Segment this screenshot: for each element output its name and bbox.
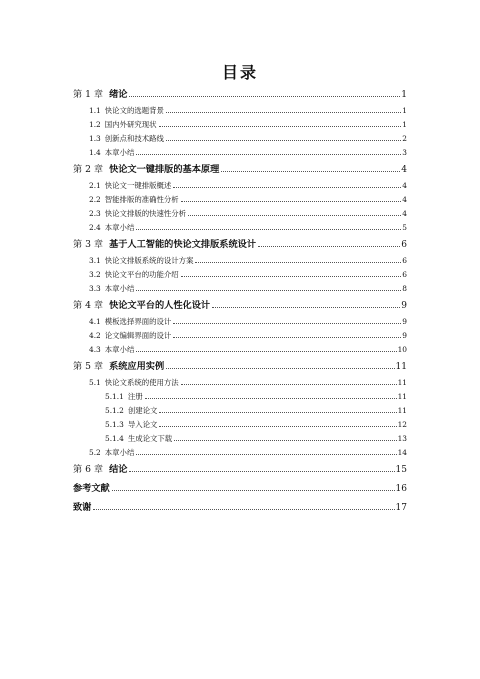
toc-entry-number: 第 5 章 [73, 361, 104, 372]
toc-entry[interactable] [73, 315, 407, 329]
toc-leader-dots [188, 215, 401, 216]
toc-entry-number: 第 6 章 [73, 464, 104, 475]
toc-entry-number: 第 4 章 [73, 300, 104, 311]
toc-leader-dots [129, 471, 394, 472]
toc-entry-label [89, 315, 171, 329]
toc-entry[interactable] [73, 179, 407, 193]
toc-entry-text: 致谢 [73, 502, 92, 513]
toc-entry[interactable] [73, 268, 407, 282]
toc-entry[interactable] [73, 498, 407, 517]
toc-leader-dots [166, 112, 401, 113]
toc-entry-text: 本章小结 [104, 148, 135, 157]
toc-leader-dots [166, 140, 401, 141]
toc-leader-dots [136, 154, 401, 155]
toc-entry-label [89, 329, 171, 343]
toc-page-number: 10 [397, 345, 407, 354]
toc-entry[interactable] [73, 160, 407, 179]
toc-entry-number: 2.2 [89, 195, 101, 204]
toc-leader-dots [173, 337, 401, 338]
toc-entry-number: 3.1 [89, 256, 101, 265]
toc-entry-label [73, 160, 219, 179]
toc-entry-label [89, 221, 134, 235]
toc-entry-text: 快论文一键排版概述 [104, 181, 172, 190]
toc-entry-number: 4.3 [89, 345, 101, 354]
toc-entry-text: 创新点和技术路线 [104, 134, 164, 143]
toc-entry-label [73, 460, 127, 479]
toc-page-number: 15 [395, 465, 407, 475]
toc-entry[interactable] [73, 446, 407, 460]
toc-page-number: 4 [402, 195, 407, 204]
toc-entry-number: 第 3 章 [73, 239, 104, 250]
toc-entry[interactable] [73, 329, 407, 343]
toc-page-number: 14 [397, 448, 407, 457]
toc-leader-dots [181, 276, 402, 277]
toc-page-number: 9 [402, 317, 407, 326]
toc-entry-text: 绪论 [109, 89, 128, 100]
toc-entry-number: 1.4 [89, 148, 101, 157]
toc-entry-number: 3.3 [89, 284, 101, 293]
toc-entry-number: 2.3 [89, 209, 101, 218]
toc-leader-dots [159, 426, 396, 427]
toc-entry[interactable] [73, 460, 407, 479]
toc-entry[interactable] [73, 296, 407, 315]
toc-entry-label [89, 446, 134, 460]
toc-page-number: 16 [395, 484, 407, 494]
toc-leader-dots [166, 368, 394, 369]
toc-page-number: 1 [402, 106, 407, 115]
toc-page-number: 17 [395, 503, 407, 513]
toc-entry-label [89, 132, 164, 146]
toc-entry-number: 4.1 [89, 317, 101, 326]
toc-page-number: 13 [397, 434, 407, 443]
toc-title: 目录 [221, 63, 258, 82]
toc-entry-number: 1.2 [89, 120, 101, 129]
toc-page-number: 8 [402, 284, 407, 293]
toc-entry-label [105, 390, 143, 404]
toc-page-number: 11 [397, 378, 407, 387]
toc-entry-number: 2.1 [89, 181, 101, 190]
toc-entry[interactable] [73, 254, 407, 268]
toc-leader-dots [112, 490, 395, 491]
toc-entry-number: 1.3 [89, 134, 101, 143]
toc-entry[interactable] [73, 85, 407, 104]
toc-page-number: 4 [402, 181, 407, 190]
toc-entry-label [89, 254, 193, 268]
toc-leader-dots [258, 246, 400, 247]
toc-page-number: 1 [401, 90, 407, 100]
toc-entry-text: 结论 [109, 464, 128, 475]
toc-page-number: 11 [397, 406, 407, 415]
toc-page-number: 6 [401, 240, 407, 250]
toc-entry-number: 第 1 章 [73, 89, 104, 100]
toc-leader-dots [173, 187, 401, 188]
toc-entry-label [73, 498, 91, 517]
toc-entry[interactable] [73, 418, 407, 432]
toc-entry[interactable] [73, 343, 407, 357]
toc-entry-number: 1.1 [89, 106, 101, 115]
toc-leader-dots [159, 126, 402, 127]
toc-entry-number: 5.1.3 [105, 420, 124, 429]
toc-page-number: 11 [397, 392, 407, 401]
toc-leader-dots [136, 229, 401, 230]
toc-entry[interactable] [73, 104, 407, 118]
toc-entry-number: 5.1.4 [105, 434, 124, 443]
toc-entry-label [105, 432, 172, 446]
toc-entry-label [89, 207, 186, 221]
toc-page-number: 12 [397, 420, 407, 429]
toc-leader-dots [221, 171, 400, 172]
toc-entry-text: 本章小结 [104, 223, 135, 232]
toc-page-number: 11 [395, 362, 407, 372]
toc-leader-dots [145, 398, 397, 399]
toc-leader-dots [136, 351, 396, 352]
toc-entry-label [89, 179, 171, 193]
toc-entry-label [89, 118, 157, 132]
toc-entry-label [89, 268, 179, 282]
toc-entry-text: 快论文的选题背景 [104, 106, 164, 115]
toc-entry-text: 快论文一键排版的基本原理 [109, 164, 220, 175]
toc-entry-label [73, 85, 127, 104]
toc-entry-number: 4.2 [89, 331, 101, 340]
toc-entry-text: 快论文系统的使用方法 [104, 378, 179, 387]
toc-entry-text: 系统应用实例 [109, 361, 165, 372]
toc-entry-label [105, 404, 157, 418]
toc-entry[interactable] [73, 207, 407, 221]
toc-entry-text: 快论文排版系统的设计方案 [104, 256, 194, 265]
toc-entry-text: 快论文排版的快速性分析 [104, 209, 187, 218]
toc-entry-label [89, 104, 164, 118]
toc-entry-number: 2.4 [89, 223, 101, 232]
toc-entry-number: 3.2 [89, 270, 101, 279]
toc-entry[interactable] [73, 479, 407, 498]
toc-entry-text: 智能排版的准确性分析 [104, 195, 179, 204]
toc-leader-dots [174, 440, 396, 441]
toc-entry-label [89, 376, 179, 390]
toc-entry-label [89, 146, 134, 160]
toc-page-number: 9 [401, 301, 407, 311]
toc-leader-dots [181, 201, 402, 202]
toc-page-number: 4 [402, 209, 407, 218]
toc-leader-dots [173, 323, 401, 324]
toc-leader-dots [93, 509, 394, 510]
toc-entry[interactable] [73, 282, 407, 296]
toc-page-number: 5 [402, 223, 407, 232]
toc-entry-text: 参考文献 [73, 483, 110, 494]
toc-entry[interactable] [73, 376, 407, 390]
toc-entry-text: 快论文平台的功能介绍 [104, 270, 179, 279]
toc-entry-text: 本章小结 [104, 284, 135, 293]
toc-entry-label [73, 357, 164, 376]
toc-entry-text: 模板选择界面的设计 [104, 317, 172, 326]
toc-entry-text: 国内外研究现状 [104, 120, 157, 129]
toc-entry-label [73, 235, 256, 254]
toc-entry-label [73, 296, 210, 315]
toc-entry-label [89, 282, 134, 296]
toc-entry[interactable] [73, 132, 407, 146]
toc-leader-dots [129, 96, 400, 97]
toc-entry[interactable] [73, 221, 407, 235]
toc-leader-dots [136, 454, 396, 455]
toc-entry-number: 5.1.1 [105, 392, 124, 401]
toc-page-number: 1 [402, 120, 407, 129]
toc-page-number: 4 [401, 165, 407, 175]
toc-entry[interactable] [73, 390, 407, 404]
toc-entry-number: 5.2 [89, 448, 101, 457]
toc-entry-text: 导入论文 [127, 420, 158, 429]
toc-entry-label [73, 479, 110, 498]
toc-entry-label [89, 343, 134, 357]
table-of-contents [73, 85, 407, 517]
toc-page-number: 2 [402, 134, 407, 143]
toc-entry[interactable] [73, 404, 407, 418]
toc-entry[interactable] [73, 146, 407, 160]
toc-page-number: 9 [402, 331, 407, 340]
toc-entry[interactable] [73, 235, 407, 254]
toc-leader-dots [195, 262, 401, 263]
toc-page-number: 6 [402, 270, 407, 279]
toc-entry-number: 第 2 章 [73, 164, 104, 175]
toc-entry-text: 本章小结 [104, 448, 135, 457]
toc-entry[interactable] [73, 357, 407, 376]
toc-entry-number: 5.1.2 [105, 406, 124, 415]
toc-leader-dots [159, 412, 396, 413]
toc-entry-text: 本章小结 [104, 345, 135, 354]
toc-entry-text: 快论文平台的人性化设计 [109, 300, 211, 311]
toc-entry-text: 创建论文 [127, 406, 158, 415]
toc-entry-text: 基于人工智能的快论文排版系统设计 [109, 239, 257, 250]
toc-page-number: 3 [402, 148, 407, 157]
toc-entry[interactable] [73, 193, 407, 207]
toc-leader-dots [181, 384, 397, 385]
toc-entry[interactable] [73, 432, 407, 446]
toc-entry[interactable] [73, 118, 407, 132]
toc-entry-text: 论文编辑界面的设计 [104, 331, 172, 340]
toc-entry-label [89, 193, 179, 207]
toc-page-number: 6 [402, 256, 407, 265]
toc-entry-text: 注册 [127, 392, 143, 401]
toc-entry-label [105, 418, 157, 432]
toc-leader-dots [136, 290, 401, 291]
toc-leader-dots [212, 307, 400, 308]
toc-entry-number: 5.1 [89, 378, 101, 387]
toc-entry-text: 生成论文下载 [127, 434, 173, 443]
